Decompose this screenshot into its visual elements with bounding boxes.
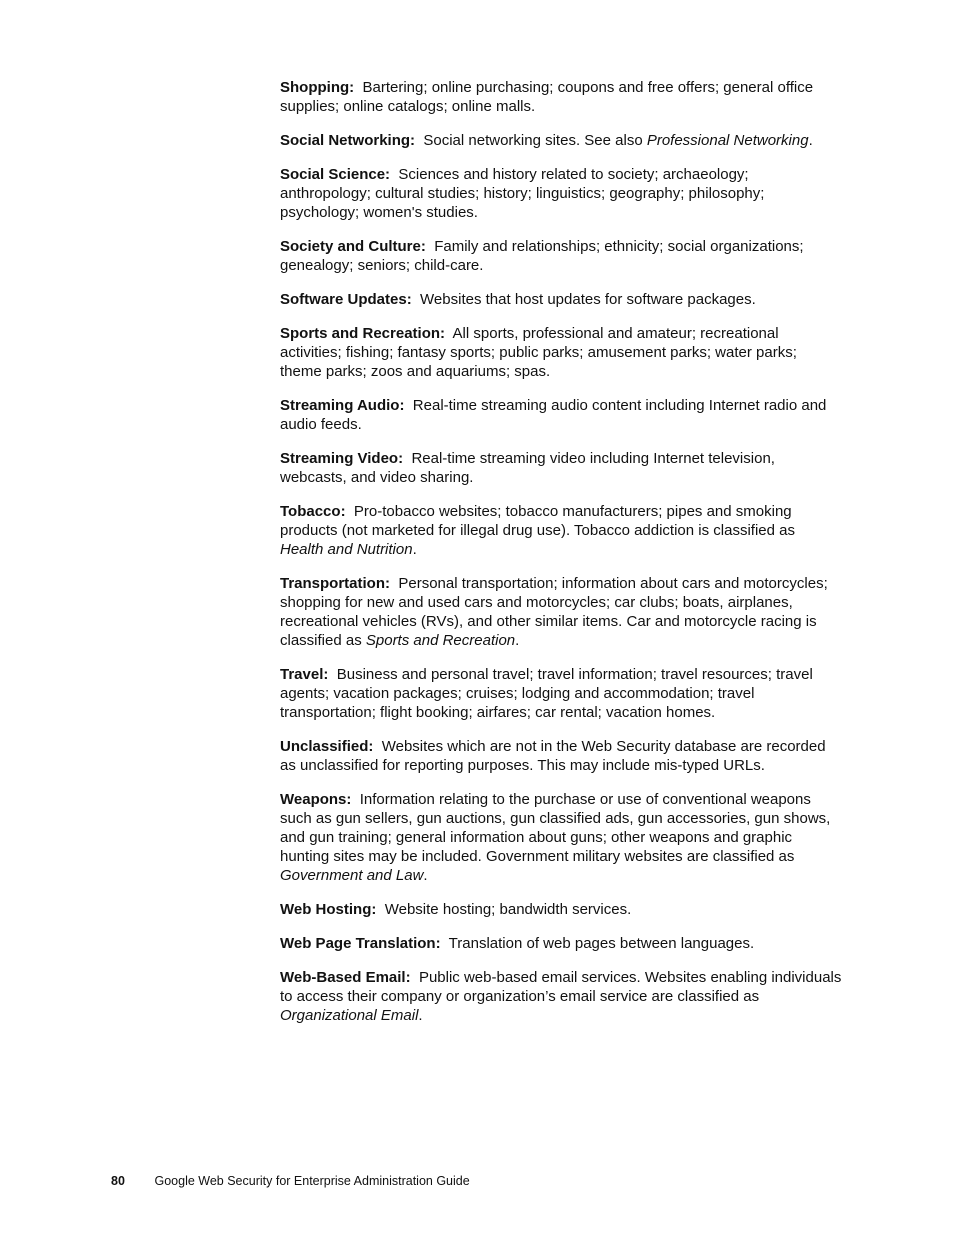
category-description: Business and personal travel; travel information; travel resources; travel agents; vacation packages; cruises; lodging and accommodation; travel transportation; flight booking; airfares; car rental; vacation homes.: [280, 666, 813, 721]
category-description: Websites that host updates for software packages.: [420, 291, 756, 308]
category-term: Web-Based Email:: [280, 969, 411, 986]
category-term: Social Networking:: [280, 132, 416, 149]
category-entry: [280, 324, 842, 381]
category-description: .: [423, 867, 428, 884]
category-entry: [280, 968, 842, 1025]
category-description: .: [412, 541, 417, 558]
category-description: Family and relationships; ethnicity; social organizations; genealogy; seniors; child-care.: [280, 238, 804, 274]
category-term: Sports and Recreation:: [280, 325, 446, 342]
category-description: .: [418, 1007, 423, 1024]
category-entry: [280, 237, 842, 275]
page-number: 80: [111, 1174, 125, 1188]
category-term: Social Science:: [280, 166, 391, 183]
category-description: Real-time streaming audio content including Internet radio and audio feeds.: [280, 397, 827, 433]
category-entry: [280, 574, 842, 650]
category-term: Travel:: [280, 666, 329, 683]
category-entry: [280, 449, 842, 487]
category-definitions: [280, 78, 842, 1040]
category-description: Social networking sites. See also: [423, 132, 647, 149]
category-description: Websites which are not in the Web Security database are recorded as unclassified for reporting purposes. This may include mis-typed URLs.: [280, 738, 826, 774]
cross-reference: Government and Law: [280, 867, 424, 884]
category-description: .: [515, 632, 520, 649]
guide-title: Google Web Security for Enterprise Administration Guide: [154, 1174, 470, 1188]
category-description: .: [808, 132, 813, 149]
category-term: Weapons:: [280, 791, 352, 808]
cross-reference: Organizational Email: [280, 1007, 419, 1024]
category-description: Information relating to the purchase or use of conventional weapons such as gun sellers, gun auctions, gun classified ads, gun accessories, gun shows, and gun training; general information about guns; other weapons and graphic hunting sites may be included. Government military websites are classified as: [280, 791, 831, 865]
category-term: Software Updates:: [280, 291, 412, 308]
category-entry: [280, 665, 842, 722]
cross-reference: Health and Nutrition: [280, 541, 413, 558]
category-description: Bartering; online purchasing; coupons and free offers; general office supplies; online catalogs; online malls.: [280, 79, 814, 115]
category-description: Pro-tobacco websites; tobacco manufacturers; pipes and smoking products (not marketed for illegal drug use). Tobacco addiction is classified as: [280, 503, 795, 539]
cross-reference: Professional Networking: [646, 132, 809, 149]
category-term: Web Page Translation:: [280, 935, 441, 952]
category-description: Public web-based email services. Websites enabling individuals to access their company or organization’s email service are classified as: [280, 969, 842, 1005]
category-description: Personal transportation; information about cars and motorcycles; shopping for new and used cars and motorcycles; car clubs; boats, airplanes, recreational vehicles (RVs), and other similar items. Car and motorcycle racing is classified as: [280, 575, 828, 649]
category-term: Streaming Video:: [280, 450, 404, 467]
category-term: Unclassified:: [280, 738, 374, 755]
category-entry: [280, 502, 842, 559]
category-entry: [280, 165, 842, 222]
category-term: Tobacco:: [280, 503, 346, 520]
category-description: Sciences and history related to society; archaeology; anthropology; cultural studies; history; linguistics; geography; philosophy; psychology; women's studies.: [280, 166, 765, 221]
category-entry: [280, 78, 842, 116]
category-entry: [280, 737, 842, 775]
category-entry: [280, 790, 842, 885]
category-entry: [280, 396, 842, 434]
category-description: Translation of web pages between languages.: [448, 935, 755, 952]
page-footer: [111, 1173, 470, 1189]
category-entry: [280, 934, 842, 953]
category-entry: [280, 131, 842, 150]
category-entry: [280, 290, 842, 309]
category-term: Streaming Audio:: [280, 397, 405, 414]
category-description: Real-time streaming video including Internet television, webcasts, and video sharing.: [280, 450, 775, 486]
category-description: Website hosting; bandwidth services.: [384, 901, 632, 918]
category-description: All sports, professional and amateur; recreational activities; fishing; fantasy sports; public parks; amusement parks; water parks; theme parks; zoos and aquariums; spas.: [280, 325, 797, 380]
category-term: Shopping:: [280, 79, 355, 96]
cross-reference: Sports and Recreation: [365, 632, 516, 649]
category-term: Transportation:: [280, 575, 391, 592]
category-entry: [280, 900, 842, 919]
category-term: Web Hosting:: [280, 901, 377, 918]
category-term: Society and Culture:: [280, 238, 426, 255]
